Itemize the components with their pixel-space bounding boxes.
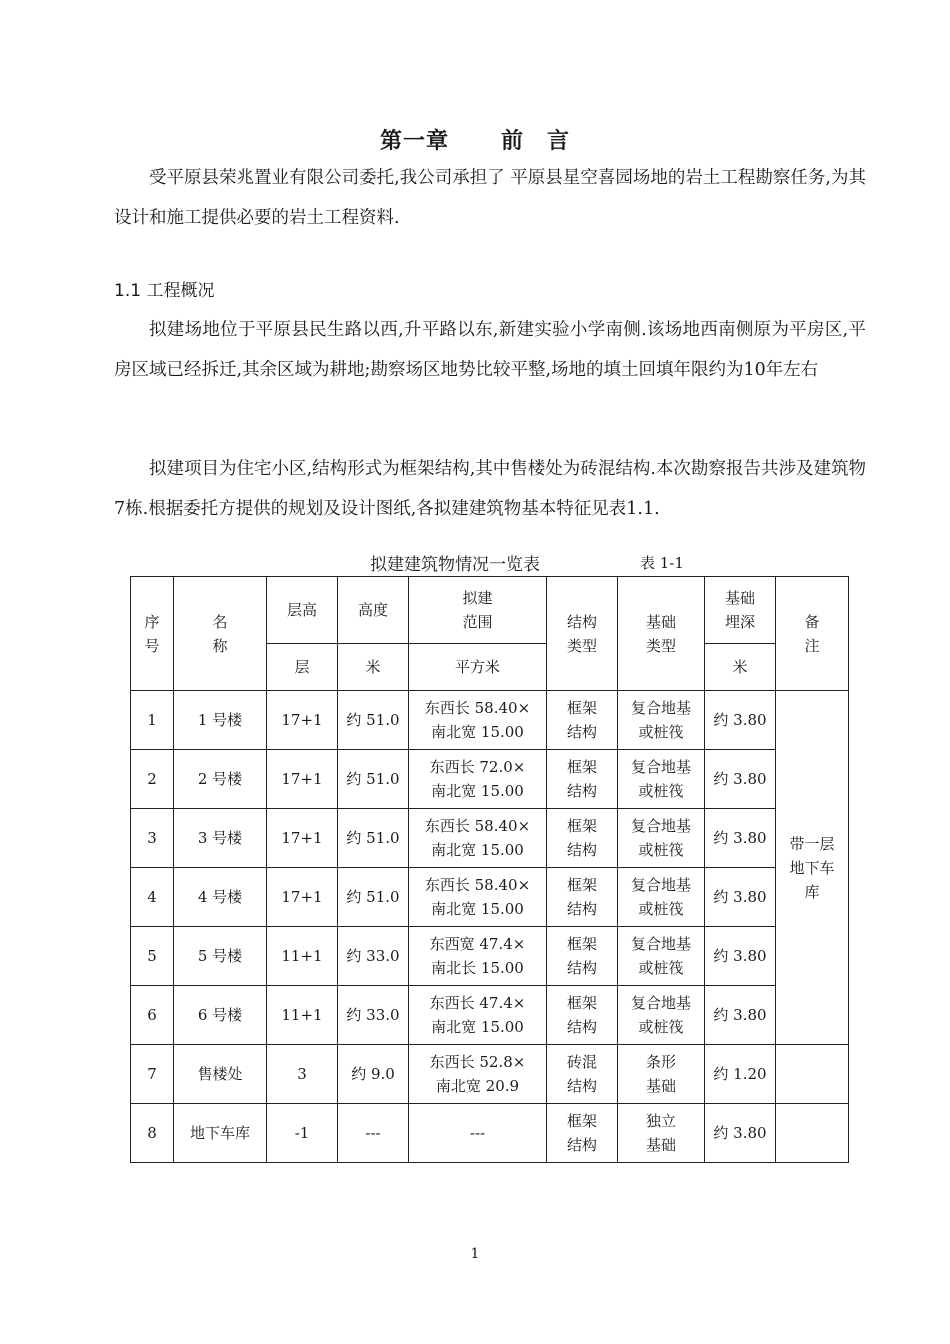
header-structure xyxy=(547,577,618,691)
cell-name: 1 号楼 xyxy=(174,691,267,750)
cell-range xyxy=(409,927,547,986)
cell-remark-merged-line: 库 xyxy=(804,882,820,901)
cell-range-line: 南北长 15.00 xyxy=(431,959,524,977)
table-row xyxy=(131,1045,849,1104)
cell-structure xyxy=(547,986,618,1045)
cell-range xyxy=(409,986,547,1045)
cell-structure-line: 结构 xyxy=(566,1077,597,1095)
cell-structure-line: 结构 xyxy=(566,1018,597,1036)
cell-height: 约 51.0 xyxy=(338,750,409,809)
cell-remark xyxy=(776,1104,849,1163)
header-foundation-line: 基础 xyxy=(645,612,676,631)
cell-floors: 17+1 xyxy=(267,809,338,868)
cell-range-line: 东西长 72.0× xyxy=(429,758,526,776)
cell-range-line: 南北宽 20.9 xyxy=(435,1077,520,1095)
cell-range xyxy=(409,750,547,809)
cell-foundation-line: 复合地基 xyxy=(630,876,691,894)
cell-structure-line: 结构 xyxy=(566,723,597,741)
cell-structure xyxy=(547,750,618,809)
cell-height: 约 51.0 xyxy=(338,809,409,868)
cell-depth: 约 1.20 xyxy=(705,1045,776,1104)
cell-range xyxy=(409,868,547,927)
cell-seq: 3 xyxy=(131,809,174,868)
cell-foundation xyxy=(618,927,705,986)
cell-structure xyxy=(547,927,618,986)
cell-structure-line: 框架 xyxy=(566,994,597,1012)
table-row xyxy=(131,750,849,809)
cell-foundation-line: 或桩筏 xyxy=(638,959,684,977)
cell-depth: 约 3.80 xyxy=(705,927,776,986)
header-structure-line: 结构 xyxy=(566,612,597,631)
cell-name: 售楼处 xyxy=(174,1045,267,1104)
cell-structure-line: 砖混 xyxy=(566,1053,597,1071)
header-remark-line: 备 xyxy=(804,612,820,631)
cell-depth: 约 3.80 xyxy=(705,750,776,809)
buildings-table xyxy=(130,576,849,1163)
header-remark-line: 注 xyxy=(804,636,820,655)
cell-structure xyxy=(547,868,618,927)
cell-foundation-line: 或桩筏 xyxy=(638,1018,684,1036)
cell-height: 约 33.0 xyxy=(338,927,409,986)
cell-seq: 2 xyxy=(131,750,174,809)
table-row xyxy=(131,809,849,868)
cell-seq: 1 xyxy=(131,691,174,750)
section-heading: 1.1 工程概况 xyxy=(114,281,215,301)
header-depth xyxy=(705,577,776,644)
cell-structure-line: 结构 xyxy=(566,900,597,918)
cell-depth: 约 3.80 xyxy=(705,868,776,927)
header-name xyxy=(174,577,267,691)
cell-structure xyxy=(547,1104,618,1163)
cell-foundation-line: 独立 xyxy=(645,1112,676,1130)
header-structure-line: 类型 xyxy=(566,636,597,655)
cell-height: 约 33.0 xyxy=(338,986,409,1045)
cell-height: 约 51.0 xyxy=(338,691,409,750)
cell-range-line: 东西长 47.4× xyxy=(429,994,526,1012)
overview-paragraph: 拟建场地位于平原县民生路以西,升平路以东,新建实验小学南侧.该场地西南侧原为平房区,平房区域已经拆迁,其余区域为耕地;勘察场区地势比较平整,场地的填土回填年限约为10年左右 xyxy=(114,320,866,380)
cell-range-line: 南北宽 15.00 xyxy=(431,782,524,800)
header-height: 高度 xyxy=(338,577,409,644)
cell-name: 6 号楼 xyxy=(174,986,267,1045)
cell-foundation-line: 基础 xyxy=(645,1077,676,1095)
cell-structure xyxy=(547,1045,618,1104)
cell-remark-merged xyxy=(776,691,849,1045)
cell-foundation-line: 或桩筏 xyxy=(638,900,684,918)
cell-structure-line: 框架 xyxy=(566,817,597,835)
header-seq-line: 号 xyxy=(144,636,160,655)
cell-name: 5 号楼 xyxy=(174,927,267,986)
cell-floors: 17+1 xyxy=(267,691,338,750)
chapter-name: 前 言 xyxy=(501,129,571,154)
cell-foundation-line: 复合地基 xyxy=(630,817,691,835)
header-seq xyxy=(131,577,174,691)
cell-foundation xyxy=(618,1104,705,1163)
cell-remark xyxy=(776,1045,849,1104)
cell-foundation xyxy=(618,809,705,868)
cell-height: 约 9.0 xyxy=(338,1045,409,1104)
cell-name: 4 号楼 xyxy=(174,868,267,927)
header-seq-line: 序 xyxy=(144,612,160,631)
header-floors: 层高 xyxy=(267,577,338,644)
cell-seq: 5 xyxy=(131,927,174,986)
cell-structure-line: 框架 xyxy=(566,876,597,894)
cell-height: --- xyxy=(338,1104,409,1163)
header-name-line: 名 xyxy=(212,612,228,631)
cell-foundation xyxy=(618,691,705,750)
table-row xyxy=(131,868,849,927)
table-row xyxy=(131,927,849,986)
intro-paragraph: 受平原县荣兆置业有限公司委托,我公司承担了 平原县星空喜园场地的岩土工程勘察任务,为其设计和施工提供必要的岩土工程资料. xyxy=(114,168,866,228)
cell-foundation xyxy=(618,1045,705,1104)
cell-range-line: 东西宽 47.4× xyxy=(429,935,526,953)
cell-foundation xyxy=(618,868,705,927)
cell-structure xyxy=(547,809,618,868)
header-foundation-line: 类型 xyxy=(645,636,676,655)
cell-structure-line: 框架 xyxy=(566,1112,597,1130)
cell-foundation-line: 复合地基 xyxy=(630,994,691,1012)
cell-remark-merged-line: 带一层 xyxy=(789,834,835,853)
cell-depth: 约 3.80 xyxy=(705,1104,776,1163)
cell-structure-line: 框架 xyxy=(566,699,597,717)
cell-range-line: 东西长 52.8× xyxy=(429,1053,526,1071)
page-number: 1 xyxy=(470,1246,480,1262)
cell-foundation xyxy=(618,986,705,1045)
table-row xyxy=(131,986,849,1045)
cell-depth: 约 3.80 xyxy=(705,691,776,750)
header-foundation xyxy=(618,577,705,691)
cell-structure-line: 框架 xyxy=(566,758,597,776)
table-row xyxy=(131,691,849,750)
cell-seq: 6 xyxy=(131,986,174,1045)
cell-floors: 17+1 xyxy=(267,868,338,927)
cell-range-line: 东西长 58.40× xyxy=(424,876,531,894)
cell-foundation xyxy=(618,750,705,809)
cell-range-line: 南北宽 15.00 xyxy=(431,900,524,918)
cell-range xyxy=(409,691,547,750)
project-paragraph: 拟建项目为住宅小区,结构形式为框架结构,其中售楼处为砖混结构.本次勘察报告共涉及建筑物7栋.根据委托方提供的规划及设计图纸,各拟建建筑物基本特征见表1.1. xyxy=(114,459,866,519)
header-depth-line: 埋深 xyxy=(724,613,755,631)
table-caption: 拟建建筑物情况一览表 xyxy=(370,555,540,575)
cell-foundation-line: 或桩筏 xyxy=(638,723,684,741)
cell-foundation-line: 或桩筏 xyxy=(638,841,684,859)
cell-range xyxy=(409,1104,547,1163)
cell-foundation-line: 复合地基 xyxy=(630,935,691,953)
cell-floors: -1 xyxy=(267,1104,338,1163)
cell-remark-merged-line: 地下车 xyxy=(789,858,835,877)
cell-structure xyxy=(547,691,618,750)
cell-name: 地下车库 xyxy=(174,1104,267,1163)
table-header-row xyxy=(131,577,849,644)
cell-name: 3 号楼 xyxy=(174,809,267,868)
cell-range-line: 南北宽 15.00 xyxy=(431,841,524,859)
chapter-title xyxy=(0,124,950,155)
chapter-number: 第一章 xyxy=(379,129,449,154)
header-range-line: 拟建 xyxy=(462,589,493,607)
cell-foundation-line: 基础 xyxy=(645,1136,676,1154)
cell-floors: 17+1 xyxy=(267,750,338,809)
header-name-line: 称 xyxy=(212,636,228,655)
unit-floors: 层 xyxy=(267,644,338,691)
cell-seq: 4 xyxy=(131,868,174,927)
cell-floors: 11+1 xyxy=(267,927,338,986)
cell-depth: 约 3.80 xyxy=(705,809,776,868)
cell-structure-line: 框架 xyxy=(566,935,597,953)
cell-range-line: 东西长 58.40× xyxy=(424,817,531,835)
cell-foundation-line: 复合地基 xyxy=(630,758,691,776)
table-number: 表 1-1 xyxy=(640,554,684,572)
cell-range xyxy=(409,809,547,868)
cell-foundation-line: 条形 xyxy=(645,1053,676,1071)
cell-range-line: 南北宽 15.00 xyxy=(431,723,524,741)
cell-range-line: --- xyxy=(469,1124,486,1142)
cell-foundation-line: 复合地基 xyxy=(630,699,691,717)
cell-structure-line: 结构 xyxy=(566,782,597,800)
cell-floors: 11+1 xyxy=(267,986,338,1045)
cell-range-line: 东西长 58.40× xyxy=(424,699,531,717)
cell-depth: 约 3.80 xyxy=(705,986,776,1045)
cell-range-line: 南北宽 15.00 xyxy=(431,1018,524,1036)
unit-depth: 米 xyxy=(705,644,776,691)
cell-seq: 7 xyxy=(131,1045,174,1104)
header-depth-line: 基础 xyxy=(724,589,755,607)
unit-height: 米 xyxy=(338,644,409,691)
header-range-line: 范围 xyxy=(462,613,493,631)
cell-floors: 3 xyxy=(267,1045,338,1104)
cell-foundation-line: 或桩筏 xyxy=(638,782,684,800)
header-remark xyxy=(776,577,849,691)
cell-name: 2 号楼 xyxy=(174,750,267,809)
unit-range: 平方米 xyxy=(409,644,547,691)
cell-height: 约 51.0 xyxy=(338,868,409,927)
table-row xyxy=(131,1104,849,1163)
cell-structure-line: 结构 xyxy=(566,959,597,977)
cell-seq: 8 xyxy=(131,1104,174,1163)
cell-structure-line: 结构 xyxy=(566,841,597,859)
cell-structure-line: 结构 xyxy=(566,1136,597,1154)
header-range xyxy=(409,577,547,644)
cell-range xyxy=(409,1045,547,1104)
